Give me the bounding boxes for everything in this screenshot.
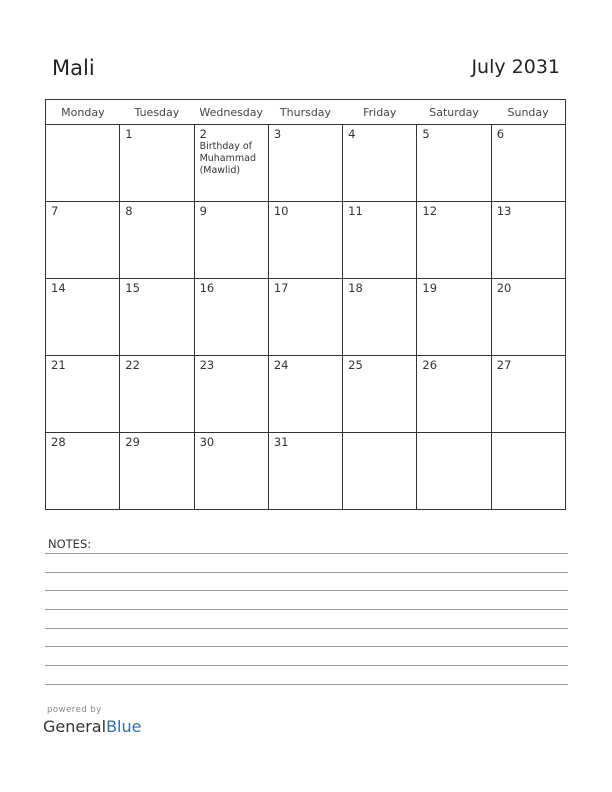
weekday-header: Monday	[46, 100, 120, 125]
country-title: Mali	[52, 56, 95, 80]
day-number: 11	[348, 204, 363, 218]
day-number: 1	[125, 127, 133, 141]
weekday-header: Sunday	[491, 100, 565, 125]
day-cell	[268, 125, 342, 202]
day-cell	[343, 433, 417, 510]
note-line	[45, 572, 568, 573]
day-cell	[194, 125, 268, 202]
note-line	[45, 609, 568, 610]
day-number: 19	[422, 281, 438, 295]
day-cell	[491, 125, 565, 202]
day-cell	[194, 356, 268, 433]
day-cell	[343, 279, 417, 356]
note-line	[45, 646, 568, 647]
day-cell	[491, 202, 565, 279]
day-number: 16	[199, 281, 215, 295]
day-cell	[343, 202, 417, 279]
day-number: 17	[273, 281, 289, 295]
note-line	[45, 665, 568, 666]
day-cell	[120, 279, 194, 356]
note-line	[45, 684, 568, 685]
day-cell	[120, 202, 194, 279]
weekday-header: Thursday	[268, 100, 342, 125]
day-cell	[120, 356, 194, 433]
weekday-header: Friday	[343, 100, 417, 125]
day-number: 24	[273, 358, 289, 372]
day-cell	[268, 356, 342, 433]
day-number: 31	[273, 435, 289, 449]
day-cell	[194, 202, 268, 279]
note-line	[45, 628, 568, 629]
day-cell	[343, 356, 417, 433]
day-number: 28	[51, 435, 66, 449]
day-number: 7	[51, 204, 59, 218]
day-cell	[491, 279, 565, 356]
week-row	[46, 202, 566, 279]
day-cell	[417, 202, 491, 279]
notes-label: NOTES:	[48, 537, 92, 551]
day-number: 13	[496, 204, 512, 218]
day-cell	[417, 356, 491, 433]
day-cell	[194, 433, 268, 510]
day-number: 18	[348, 281, 363, 295]
day-number: 14	[51, 281, 66, 295]
day-cell	[491, 433, 565, 510]
weekday-header: Wednesday	[194, 100, 268, 125]
day-cell	[491, 356, 565, 433]
day-number: 21	[51, 358, 66, 372]
day-number: 8	[125, 204, 133, 218]
day-cell	[417, 125, 491, 202]
day-number: 2	[199, 127, 207, 141]
day-cell	[46, 356, 120, 433]
generalblue-logo	[43, 717, 141, 736]
week-row	[46, 356, 566, 433]
weekday-header: Saturday	[417, 100, 491, 125]
day-number: 6	[496, 127, 505, 141]
day-number: 26	[422, 358, 438, 372]
day-number: 10	[273, 204, 289, 218]
brand-blue: Blue	[106, 717, 142, 736]
day-number: 9	[199, 204, 207, 218]
note-line	[45, 553, 568, 554]
day-cell	[46, 433, 120, 510]
day-cell	[120, 433, 194, 510]
day-cell	[268, 279, 342, 356]
day-cell	[46, 202, 120, 279]
day-number: 30	[199, 435, 215, 449]
day-number: 29	[125, 435, 140, 449]
day-cell	[268, 202, 342, 279]
day-number: 20	[496, 281, 512, 295]
week-row	[46, 433, 566, 510]
day-cell	[268, 433, 342, 510]
weekday-header: Tuesday	[120, 100, 194, 125]
day-number: 22	[125, 358, 140, 372]
note-line	[45, 590, 568, 591]
weekday-header-row	[46, 100, 566, 125]
month-year-title: July 2031	[471, 56, 560, 78]
day-number: 25	[348, 358, 363, 372]
week-row	[46, 279, 566, 356]
day-number: 5	[422, 127, 430, 141]
holiday-event: Birthday of Muhammad (Mawlid)	[199, 141, 256, 176]
day-cell	[343, 125, 417, 202]
day-number: 4	[348, 127, 356, 141]
brand-general: General	[43, 717, 107, 736]
week-row	[46, 125, 566, 202]
calendar-grid	[45, 99, 566, 510]
day-number: 27	[496, 358, 512, 372]
powered-by-text: powered by	[47, 705, 102, 715]
day-number: 3	[273, 127, 282, 141]
day-number: 15	[125, 281, 140, 295]
day-number: 23	[199, 358, 215, 372]
day-cell	[417, 433, 491, 510]
day-cell	[46, 279, 120, 356]
day-cell	[417, 279, 491, 356]
day-number: 12	[422, 204, 438, 218]
day-cell	[194, 279, 268, 356]
day-cell	[120, 125, 194, 202]
day-cell	[46, 125, 120, 202]
